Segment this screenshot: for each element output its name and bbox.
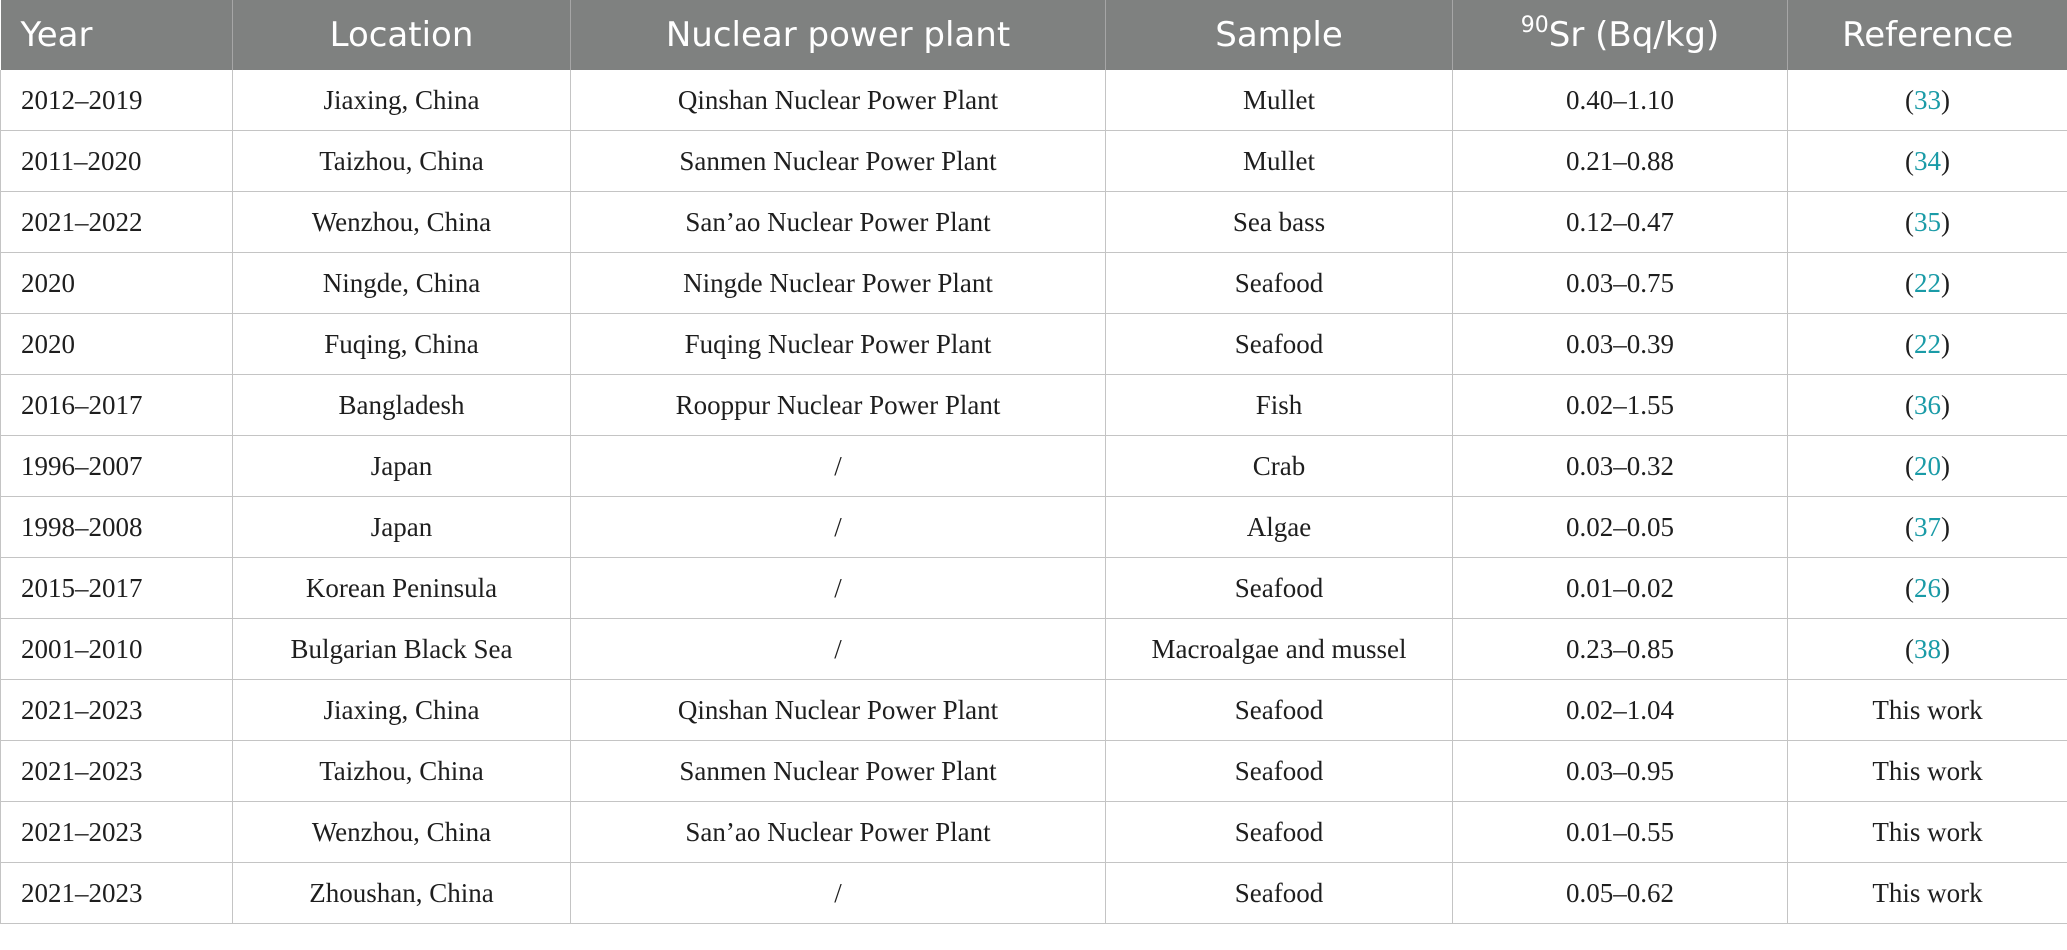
location-cell: Taizhou, China [233,131,571,192]
table-row [1,192,2067,253]
sample-cell: Fish [1106,375,1453,436]
column-header-sr90 [1453,0,1788,70]
reference-link[interactable]: 26 [1914,572,1941,603]
reference-open-paren: ( [1905,389,1914,420]
reference-link[interactable]: 37 [1914,511,1941,542]
reference-open-paren: ( [1905,572,1914,603]
nuclear-power-plant-cell: Sanmen Nuclear Power Plant [571,131,1106,192]
year-cell: 1998–2008 [1,497,233,558]
nuclear-power-plant-cell: Qinshan Nuclear Power Plant [571,70,1106,131]
table-row [1,680,2067,741]
sr90-value-cell: 0.12–0.47 [1453,192,1788,253]
sr90-value-cell: 0.21–0.88 [1453,131,1788,192]
reference-close-paren: ) [1941,267,1950,298]
location-cell: Japan [233,436,571,497]
nuclear-power-plant-cell: / [571,497,1106,558]
sample-cell: Seafood [1106,680,1453,741]
column-header-nuclear-power-plant: Nuclear power plant [571,0,1106,70]
table-row [1,619,2067,680]
year-cell: 2021–2023 [1,680,233,741]
reference-cell [1788,802,2067,863]
location-cell: Jiaxing, China [233,680,571,741]
sr90-value-cell: 0.03–0.32 [1453,436,1788,497]
sr-unit-label: Sr (Bq/kg) [1548,15,1720,55]
reference-open-paren: ( [1905,328,1914,359]
reference-cell [1788,70,2067,131]
reference-open-paren: ( [1905,450,1914,481]
sample-cell: Seafood [1106,741,1453,802]
sr90-value-cell: 0.02–0.05 [1453,497,1788,558]
sample-cell: Seafood [1106,863,1453,924]
reference-link[interactable]: 20 [1914,450,1941,481]
year-cell: 2016–2017 [1,375,233,436]
year-cell: 2012–2019 [1,70,233,131]
sr90-value-cell: 0.40–1.10 [1453,70,1788,131]
sr90-value-cell: 0.05–0.62 [1453,863,1788,924]
reference-open-paren: ( [1905,511,1914,542]
table-row [1,375,2067,436]
reference-close-paren: ) [1941,206,1950,237]
year-cell: 2011–2020 [1,131,233,192]
table-row [1,802,2067,863]
location-cell: Zhoushan, China [233,863,571,924]
sample-cell: Seafood [1106,314,1453,375]
reference-link[interactable]: 36 [1914,389,1941,420]
location-cell: Japan [233,497,571,558]
year-cell: 2021–2023 [1,863,233,924]
header-row [1,0,2067,70]
reference-cell [1788,619,2067,680]
reference-open-paren: ( [1905,206,1914,237]
sample-cell: Seafood [1106,253,1453,314]
year-cell: 2021–2022 [1,192,233,253]
reference-text: This work [1872,816,1983,847]
location-cell: Jiaxing, China [233,70,571,131]
sample-cell: Seafood [1106,558,1453,619]
location-cell: Korean Peninsula [233,558,571,619]
year-cell: 1996–2007 [1,436,233,497]
sr90-value-cell: 0.23–0.85 [1453,619,1788,680]
reference-cell [1788,436,2067,497]
reference-cell [1788,863,2067,924]
reference-close-paren: ) [1941,145,1950,176]
sample-cell: Algae [1106,497,1453,558]
location-cell: Bangladesh [233,375,571,436]
location-cell: Bulgarian Black Sea [233,619,571,680]
reference-text: This work [1872,755,1983,786]
nuclear-power-plant-cell: / [571,863,1106,924]
location-cell: Wenzhou, China [233,192,571,253]
location-cell: Ningde, China [233,253,571,314]
isotope-mass-number: 90 [1520,13,1549,38]
reference-close-paren: ) [1941,511,1950,542]
reference-link[interactable]: 33 [1914,84,1941,115]
reference-link[interactable]: 22 [1914,267,1941,298]
reference-cell [1788,680,2067,741]
reference-link[interactable]: 38 [1914,633,1941,664]
column-header-reference: Reference [1788,0,2067,70]
reference-cell [1788,192,2067,253]
table-row [1,70,2067,131]
table-row [1,558,2067,619]
column-header-year: Year [1,0,233,70]
year-cell: 2020 [1,314,233,375]
reference-link[interactable]: 22 [1914,328,1941,359]
table-row [1,253,2067,314]
reference-open-paren: ( [1905,633,1914,664]
year-cell: 2020 [1,253,233,314]
reference-open-paren: ( [1905,84,1914,115]
table-header [1,0,2067,70]
sr90-value-cell: 0.02–1.55 [1453,375,1788,436]
sample-cell: Sea bass [1106,192,1453,253]
year-cell: 2015–2017 [1,558,233,619]
nuclear-power-plant-cell: Fuqing Nuclear Power Plant [571,314,1106,375]
sample-cell: Mullet [1106,131,1453,192]
reference-text: This work [1872,877,1983,908]
reference-open-paren: ( [1905,267,1914,298]
reference-cell [1788,253,2067,314]
sample-cell: Crab [1106,436,1453,497]
reference-close-paren: ) [1941,84,1950,115]
nuclear-power-plant-cell: / [571,558,1106,619]
table-row [1,863,2067,924]
table-body [1,70,2067,924]
nuclear-power-plant-cell: San’ao Nuclear Power Plant [571,802,1106,863]
sr90-value-cell: 0.03–0.95 [1453,741,1788,802]
column-header-sample: Sample [1106,0,1453,70]
reference-cell [1788,497,2067,558]
reference-cell [1788,375,2067,436]
year-cell: 2021–2023 [1,741,233,802]
sample-cell: Mullet [1106,70,1453,131]
reference-link[interactable]: 34 [1914,145,1941,176]
sample-cell: Macroalgae and mussel [1106,619,1453,680]
reference-link[interactable]: 35 [1914,206,1941,237]
table-row [1,314,2067,375]
table-row [1,497,2067,558]
reference-close-paren: ) [1941,633,1950,664]
column-header-location: Location [233,0,571,70]
table-row [1,436,2067,497]
year-cell: 2021–2023 [1,802,233,863]
reference-close-paren: ) [1941,450,1950,481]
table-row [1,741,2067,802]
nuclear-power-plant-cell: / [571,619,1106,680]
sr90-value-cell: 0.03–0.75 [1453,253,1788,314]
sr90-value-cell: 0.02–1.04 [1453,680,1788,741]
sr90-value-cell: 0.01–0.02 [1453,558,1788,619]
reference-cell [1788,741,2067,802]
location-cell: Fuqing, China [233,314,571,375]
nuclear-power-plant-cell: Qinshan Nuclear Power Plant [571,680,1106,741]
nuclear-power-plant-cell: San’ao Nuclear Power Plant [571,192,1106,253]
reference-text: This work [1872,694,1983,725]
reference-cell [1788,131,2067,192]
year-cell: 2001–2010 [1,619,233,680]
sr90-value-cell: 0.01–0.55 [1453,802,1788,863]
table-row [1,131,2067,192]
sample-cell: Seafood [1106,802,1453,863]
nuclear-power-plant-cell: / [571,436,1106,497]
location-cell: Wenzhou, China [233,802,571,863]
reference-close-paren: ) [1941,328,1950,359]
nuclear-power-plant-cell: Ningde Nuclear Power Plant [571,253,1106,314]
nuclear-power-plant-cell: Sanmen Nuclear Power Plant [571,741,1106,802]
sr90-value-cell: 0.03–0.39 [1453,314,1788,375]
reference-close-paren: ) [1941,389,1950,420]
reference-cell [1788,558,2067,619]
nuclear-power-plant-cell: Rooppur Nuclear Power Plant [571,375,1106,436]
reference-close-paren: ) [1941,572,1950,603]
reference-open-paren: ( [1905,145,1914,176]
location-cell: Taizhou, China [233,741,571,802]
reference-cell [1788,314,2067,375]
